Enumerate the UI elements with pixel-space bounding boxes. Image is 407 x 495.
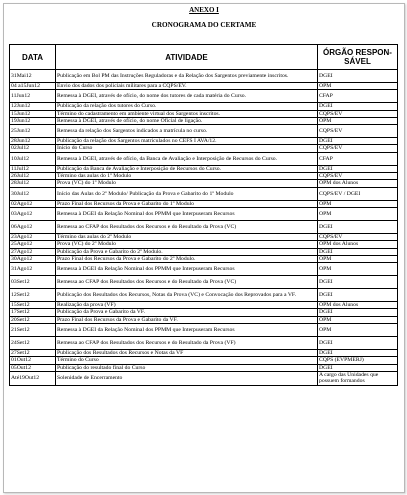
table-row	[10, 207, 398, 220]
activity-cell: Remessa à DGEI da Relação Nominal dos PPMM que Interpuseram Recursos	[56, 263, 318, 276]
activity-cell: Prazo Final dos Recursos da Prova e Gabarito do 1º Modulo	[56, 200, 318, 207]
date-cell: 25Ago12	[10, 241, 56, 248]
table-row	[10, 145, 398, 152]
table-row	[10, 255, 398, 262]
date-cell: 03Set12	[10, 276, 56, 289]
activity-cell: Publicação da Banca de Avaliação e Interposição de Recursos do Curso.	[56, 165, 318, 172]
organ-cell: CQPS/EV	[318, 110, 398, 117]
activity-cell: Prazo Final dos Recursos da Prova e Gabarito do 2º Modulo.	[56, 255, 318, 262]
organ-cell: CFAP	[318, 152, 398, 165]
activity-cell: Término do Curso	[56, 357, 318, 364]
table-row	[10, 371, 398, 385]
table-row	[10, 165, 398, 172]
organ-cell: CQPS/EV / DGEI	[318, 187, 398, 200]
organ-cell: OPM	[318, 316, 398, 323]
activity-cell: Término do cadastramento em ambiente virtual dos Sargentos inscritos.	[56, 110, 318, 117]
table-row	[10, 187, 398, 200]
activity-cell: Remessa à DGEI, através de ofício, do nome dos tutores de cada matéria do Curso.	[56, 90, 318, 103]
activity-cell: Início do Curso	[56, 145, 318, 152]
table-row	[10, 117, 398, 124]
activity-cell: Publicação da Prova e Gabarito do 2º Modulo.	[56, 248, 318, 255]
table-row	[10, 302, 398, 309]
date-cell: 11Jul12	[10, 165, 56, 172]
organ-cell: DGEI	[318, 364, 398, 371]
activity-cell: Prova (VC) do 1º Modulo	[56, 180, 318, 187]
date-cell: 21Set12	[10, 324, 56, 337]
table-row	[10, 350, 398, 357]
organ-cell: CQPS/EV	[318, 125, 398, 138]
date-cell: 23Ago12	[10, 233, 56, 240]
activity-cell: Envio dos dados dos policiais militares para a CQPS/EV.	[56, 83, 318, 90]
activity-cell: Publicação dos Resultados dos Recursos e Notas da VF	[56, 350, 318, 357]
activity-cell: Publicação da relação dos tutores do Curso.	[56, 103, 318, 110]
organ-cell: DGEI	[318, 289, 398, 302]
organ-cell: OPM	[318, 255, 398, 262]
activity-cell: Realização da prova (VF)	[56, 302, 318, 309]
table-row	[10, 200, 398, 207]
table-row	[10, 233, 398, 240]
table-row	[10, 90, 398, 103]
schedule-table	[9, 44, 398, 386]
organ-cell: OPM dos Alunos	[318, 180, 398, 187]
organ-cell: DGEI	[318, 103, 398, 110]
organ-cell: DGEI	[318, 350, 398, 357]
table-row	[10, 248, 398, 255]
table-row	[10, 276, 398, 289]
date-cell: 15Set12	[10, 302, 56, 309]
organ-cell: DGEI	[318, 337, 398, 350]
organ-cell: CQPS (EVPMERJ)	[318, 357, 398, 364]
organ-cell: DGEI	[318, 309, 398, 316]
date-cell: 27Ago12	[10, 248, 56, 255]
table-row	[10, 70, 398, 83]
activity-cell: Publicação da relação dos Sargentos matriculados no CEFS I AVA/12.	[56, 138, 318, 145]
date-cell: 06Ago12	[10, 220, 56, 233]
organ-cell: DGEI	[318, 70, 398, 83]
date-cell: 02Ago12	[10, 200, 56, 207]
table-row	[10, 110, 398, 117]
table-row	[10, 173, 398, 180]
organ-cell: DGEI	[318, 248, 398, 255]
activity-cell: Prova (VC) do 2º Modulo	[56, 241, 318, 248]
activity-cell: Término das aulas do 1º Modulo	[56, 173, 318, 180]
document-page	[3, 3, 405, 493]
table-row	[10, 241, 398, 248]
activity-cell: Remessa à DGEI da Relação Nominal dos PPMM que Interpuseram Recursos	[56, 207, 318, 220]
date-cell: 12Jun12	[10, 103, 56, 110]
date-cell: 12Set12	[10, 289, 56, 302]
date-cell: 28Jun12	[10, 138, 56, 145]
activity-cell: Publicação do resultado final do Curso	[56, 364, 318, 371]
organ-cell: CQPS/EV	[318, 145, 398, 152]
date-cell: 04 a15Jun12	[10, 83, 56, 90]
activity-cell: Início das Aulas do 2º Modulo/ Publicação da Prova e Gabarito do 1º Modulo	[56, 187, 318, 200]
activity-cell: Remessa à DGEI da Relação Nominal dos PPMM que Interpuseram Recursos	[56, 324, 318, 337]
date-cell: 05Out12	[10, 364, 56, 371]
date-cell: 26Jul12	[10, 173, 56, 180]
table-row	[10, 309, 398, 316]
table-row	[10, 83, 398, 90]
date-cell: Até19Out12	[10, 371, 56, 385]
table-row	[10, 180, 398, 187]
date-cell: 03Ago12	[10, 207, 56, 220]
date-cell: 27Set12	[10, 350, 56, 357]
organ-cell: OPM dos Alunos	[318, 241, 398, 248]
organ-cell: DGEI	[318, 220, 398, 233]
date-cell: 24Set12	[10, 337, 56, 350]
date-cell: 11Jun12	[10, 90, 56, 103]
activity-cell: Publicação da Prova e Gabarito da VF.	[56, 309, 318, 316]
organ-cell: OPM	[318, 207, 398, 220]
date-cell: 17Set12	[10, 309, 56, 316]
header-date: DATA	[10, 45, 56, 70]
activity-cell: Remessa ao CFAP dos Resultados dos Recursos e do Resultado da Prova (VC)	[56, 276, 318, 289]
table-row	[10, 125, 398, 138]
activity-cell: Prazo Final dos Recursos da Prova e Gabarito da VF.	[56, 316, 318, 323]
date-cell: 30Jul12	[10, 187, 56, 200]
organ-cell: DGEI	[318, 138, 398, 145]
table-header-row	[10, 45, 398, 70]
header-activity: ATIVIDADE	[56, 45, 318, 70]
date-cell: 19Jun12	[10, 117, 56, 124]
annex-label: ANEXO I	[189, 6, 219, 14]
organ-cell: CQPS/EV	[318, 233, 398, 240]
table-row	[10, 337, 398, 350]
organ-cell: DGEI	[318, 165, 398, 172]
table-row	[10, 324, 398, 337]
organ-cell: OPM	[318, 263, 398, 276]
schedule-rows	[10, 70, 398, 386]
activity-cell: Remessa à DGEI, através de ofício, do nome Oficial de ligação.	[56, 117, 318, 124]
table-row	[10, 357, 398, 364]
activity-cell: Solenidade de Encerramento	[56, 371, 318, 385]
date-cell: 31Ago12	[10, 263, 56, 276]
organ-cell: OPM	[318, 200, 398, 207]
document-title: CRONOGRAMA DO CERTAME	[151, 21, 257, 29]
date-cell: 02Jul12	[10, 145, 56, 152]
date-cell: 31Mai12	[10, 70, 56, 83]
date-cell: 30Ago12	[10, 255, 56, 262]
date-cell: 20Set12	[10, 316, 56, 323]
table-row	[10, 138, 398, 145]
table-row	[10, 220, 398, 233]
organ-cell: CQPS/EV	[318, 173, 398, 180]
activity-cell: Remessa à DGEI, através de ofício, da Banca de Avaliação e Interposição de Recursos do Curso.	[56, 152, 318, 165]
table-row	[10, 152, 398, 165]
date-cell: 10Jul12	[10, 152, 56, 165]
date-cell: 28Jul12	[10, 180, 56, 187]
organ-cell: A cargo das Unidades que possuem formandos	[318, 371, 398, 385]
table-row	[10, 103, 398, 110]
organ-cell: OPM	[318, 324, 398, 337]
table-row	[10, 289, 398, 302]
organ-cell: OPM	[318, 83, 398, 90]
activity-cell: Término das aulas do 2º Modulo	[56, 233, 318, 240]
activity-cell: Remessa ao CFAP dos Resultados dos Recursos e do Resultado da Prova (VC)	[56, 220, 318, 233]
activity-cell: Remessa ao CFAP dos Resultados dos Recursos e do Resultado da Prova (VF)	[56, 337, 318, 350]
date-cell: 15Jun12	[10, 110, 56, 117]
header-organ: ÓRGÃO RESPON-SÁVEL	[318, 45, 398, 70]
organ-cell: CFAP	[318, 90, 398, 103]
date-cell: 25Jun12	[10, 125, 56, 138]
organ-cell: OPM dos Alunos	[318, 302, 398, 309]
organ-cell: OPM	[318, 117, 398, 124]
table-row	[10, 263, 398, 276]
organ-cell: DGEI	[318, 276, 398, 289]
date-cell: 01Out12	[10, 357, 56, 364]
table-row	[10, 316, 398, 323]
activity-cell: Publicação em Bol PM das Instruções Reguladoras e da Relação dos Sargentos previamente inscritos.	[56, 70, 318, 83]
activity-cell: Remessa da relação dos Sargentos indicados a matrícula no curso.	[56, 125, 318, 138]
activity-cell: Publicação dos Resultados dos Recursos, Notas da Prova (VC) e Convocação dos Reprovados para a VF.	[56, 289, 318, 302]
table-row	[10, 364, 398, 371]
